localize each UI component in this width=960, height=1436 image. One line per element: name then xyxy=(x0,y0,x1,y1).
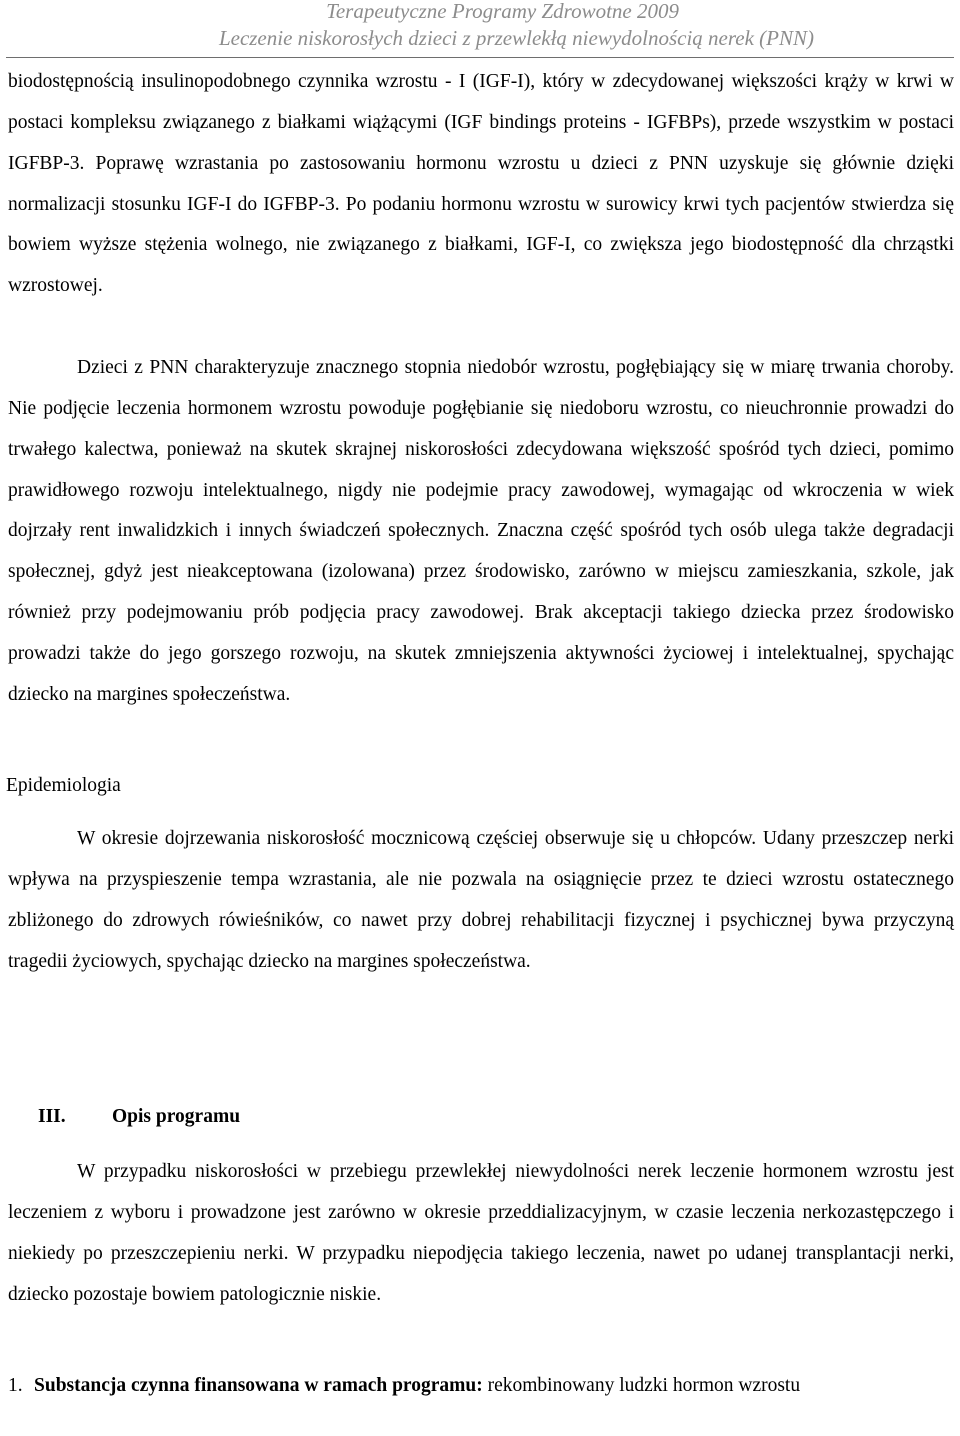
section-paragraph: W przypadku niskorosłości w przebiegu przewlekłej niewydolności nerek leczenie hormonem wzrostu jest leczeniem z wyboru i prowadzone jest zarówno w okresie przeddializacyjnym, w czasie leczenia nerkozastępczego i niekiedy po przeszczepieniu nerki. W przypadku niepodjęcia takiego leczenia, nawet po udanej transplantacji nerki, dziecko pozostaje bowiem patologicznie niskie. xyxy=(8,1161,954,1305)
list-item-number: 1. xyxy=(8,1375,23,1396)
list-item-value: rekombinowany ludzki hormon wzrostu xyxy=(482,1375,801,1396)
header-program-title: Terapeutyczne Programy Zdrowotne 2009 xyxy=(326,0,679,23)
header-program-subtitle: Leczenie niskorosłych dzieci z przewlekłą niewydolnością nerek (PNN) xyxy=(218,26,814,50)
body-paragraph-1: biodostępnością insulinopodobnego czynnika wzrostu - I (IGF-I), który w zdecydowanej większości krąży w krwi w postaci kompleksu związanego z białkami wiążącymi (IGF bindings proteins - IGFBPs), przede wszystkim w postaci IGFBP-3. Poprawę wzrastania po zastosowaniu hormonu wzrostu u dzieci z PNN uzyskuje się głównie dzięki normalizacji stosunku IGF-I do IGFBP-3. Po podaniu hormonu wzrostu w surowicy krwi tych pacjentów stwierdza się bowiem wyższe stężenia wolnego, nie związanego z białkami, IGF-I, co zwiększa jego biodostępność dla chrząstki wzrostowej. xyxy=(8,71,954,297)
list-item xyxy=(8,1366,954,1407)
epidemiology-paragraph: W okresie dojrzewania niskorosłość mocznicową częściej obserwuje się u chłopców. Udany przeszczep nerki wpływa na przyspieszenie tempa wzrastania, ale nie pozwala na osiągnięcie przez te dzieci wzrostu ostatecznego zbliżonego do zdrowych rówieśników, co nawet przy dobrej rehabilitacji fizycznej i psychicznej bywa przyczyną tragedii życiowych, spychając dziecko na margines społeczeństwa. xyxy=(8,828,954,972)
section-heading xyxy=(38,1097,240,1138)
body-paragraph-2: Dzieci z PNN charakteryzuje znacznego stopnia niedobór wzrostu, pogłębiający się w miarę trwania choroby. Nie podjęcie leczenia hormonem wzrostu powoduje pogłębianie się niedoboru wzrostu, co nieuchronnie prowadzi do trwałego kalectwa, ponieważ na skutek skrajnej niskorosłości zdecydowana większość spośród tych dzieci, pomimo prawidłowego rozwoju intelektualnego, nigdy nie podejmie pracy zawodowej, wymagając od wkroczenia w wiek dojrzały rent inwalidzkich i innych świadczeń społecznych. Znaczna część spośród tych osób ulega także degradacji społecznej, gdyż jest nieakceptowana (izolowana) przez środowisko, zarówno w miejscu zamieszkania, szkole, jak również przy podejmowaniu prób podjęcia pracy zawodowej. Brak akceptacji takiego dziecka przez środowisko prowadzi także do jego gorszego rozwoju, na skutek zmniejszenia aktywności życiowej i intelektualnej, spychając dziecko na margines społeczeństwa. xyxy=(8,357,954,705)
header-divider xyxy=(6,57,954,58)
section-number: III. xyxy=(38,1106,66,1127)
epidemiology-heading: Epidemiologia xyxy=(6,775,121,796)
section-title: Opis programu xyxy=(112,1106,241,1127)
list-item-label: Substancja czynna finansowana w ramach programu: xyxy=(34,1375,483,1396)
